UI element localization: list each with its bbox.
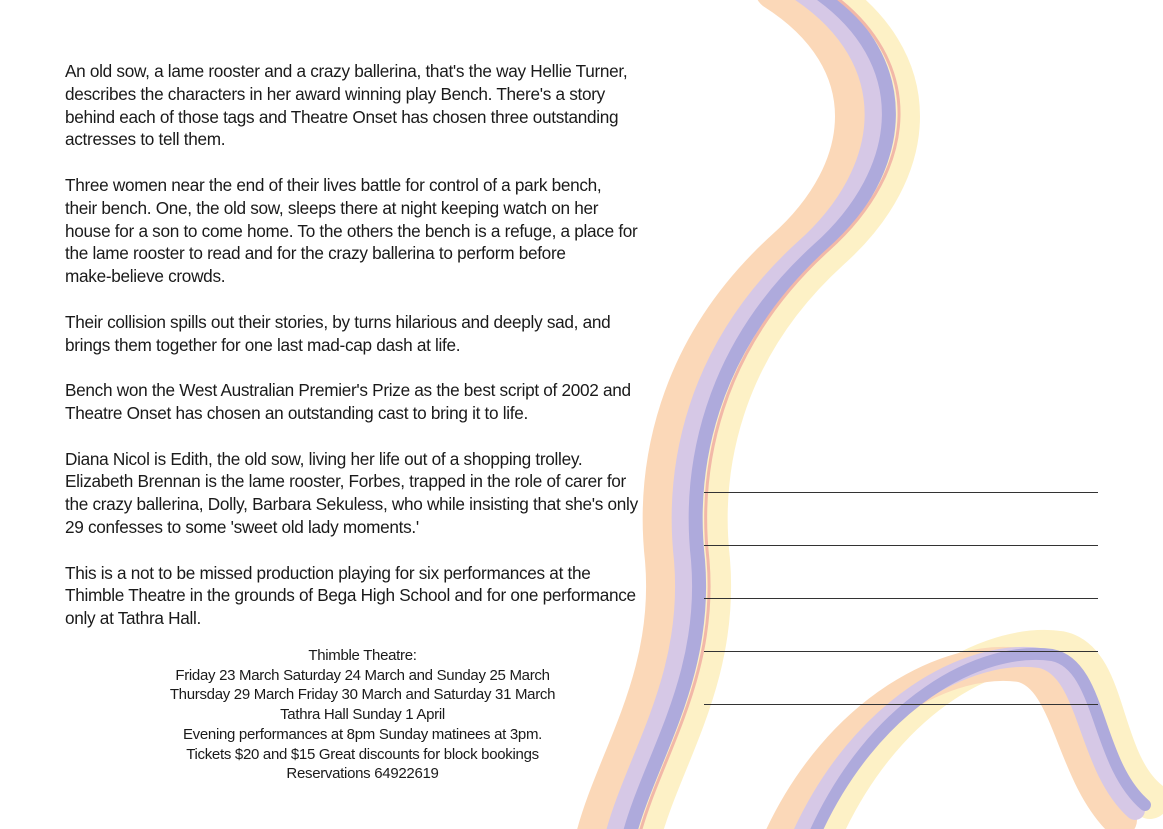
address-lines: [704, 492, 1098, 757]
address-line: [704, 545, 1098, 546]
address-line: [704, 598, 1098, 599]
tathra-date: Tathra Hall Sunday 1 April: [280, 706, 445, 724]
paragraph-production: This is a not to be missed production playing for six performances at the Thimble Theatre in the grounds of Bega High School and for one performance only at Tathra Hall.: [65, 562, 636, 629]
reservations-phone: Reservations 64922619: [286, 765, 439, 783]
address-line: [704, 704, 1098, 705]
dates-week-1: Friday 23 March Saturday 24 March and Sunday 25 March: [175, 666, 550, 684]
performance-schedule: [130, 646, 595, 784]
paragraph-plot: Three women near the end of their lives battle for control of a park bench, their bench. One, the old sow, sleeps there at night keeping watch on her house for a son to come home. To the others the bench is a refuge, a place for the lame rooster to read and for the crazy ballerina to perform before make-believe crowds.: [65, 174, 638, 287]
performance-times: Evening performances at 8pm Sunday matinees at 3pm.: [182, 725, 543, 743]
paragraph-cast: Diana Nicol is Edith, the old sow, living her life out of a shopping trolley. Elizabeth Brennan is the lame rooster, Forbes, trapped in the role of carer for the crazy ballerina, Dolly, Barbara Sekuless, who while insisting that she's only 29 confesses to some 'sweet old lady moments.': [65, 448, 638, 537]
ticket-prices: Tickets $20 and $15 Great discounts for block bookings: [186, 745, 539, 763]
dates-week-2: Thursday 29 March Friday 30 March and Saturday 31 March: [169, 686, 556, 704]
venue-heading: Thimble Theatre:: [308, 647, 417, 664]
paragraph-intro: An old sow, a lame rooster and a crazy ballerina, that's the way Hellie Turner, describes the characters in her award winning play Bench. There's a story behind each of those tags and Theatre Onset has chosen three outstanding actresses to tell them.: [65, 61, 628, 150]
paragraph-collision: Their collision spills out their stories, by turns hilarious and deeply sad, and brings them together for one last mad-cap dash at life.: [65, 311, 611, 355]
address-line: [704, 651, 1098, 652]
play-description: [65, 60, 665, 653]
paragraph-award: Bench won the West Australian Premier's Prize as the best script of 2002 and Theatre Onset has chosen an outstanding cast to bring it to life.: [65, 380, 631, 423]
address-line: [704, 492, 1098, 493]
